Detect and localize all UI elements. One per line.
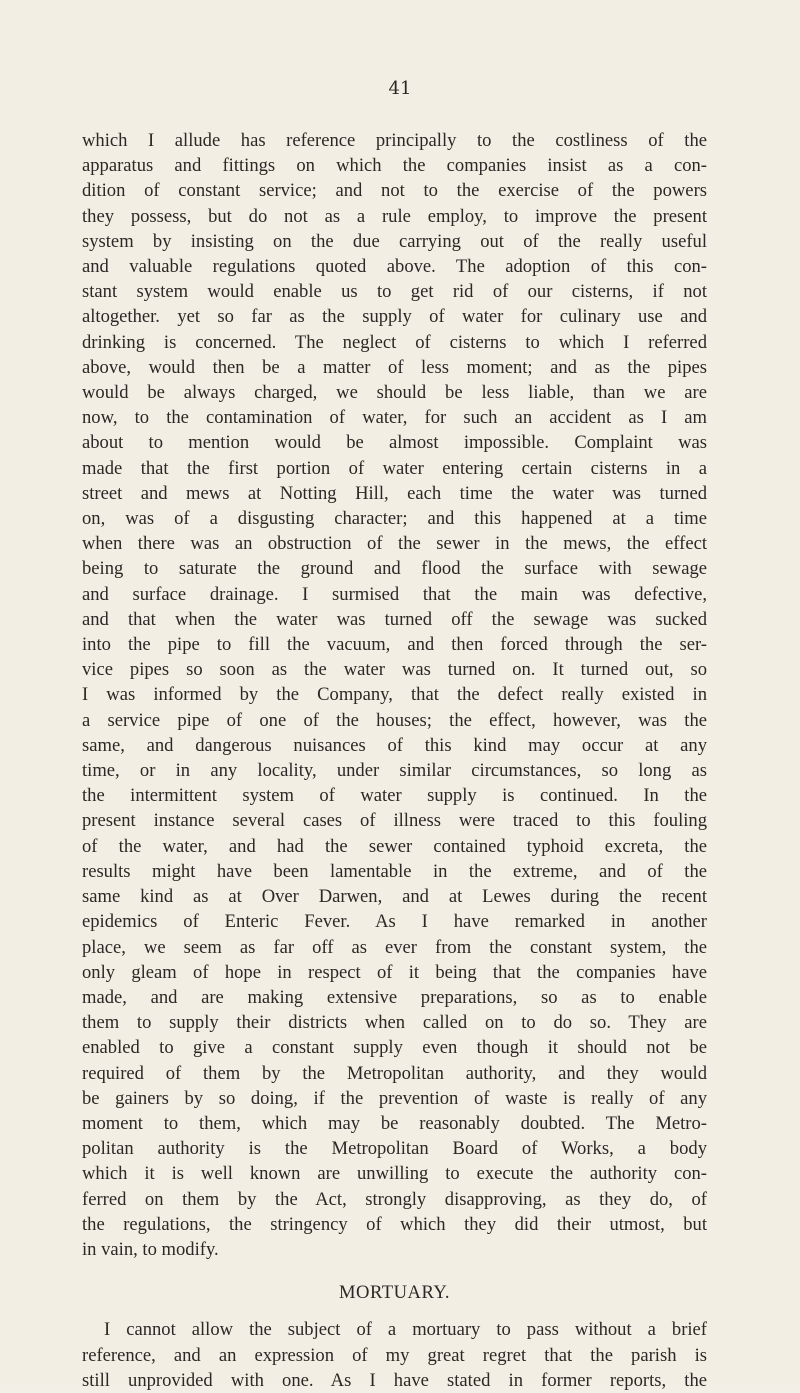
text-line: reference, and an expression of my great regret that the parish is xyxy=(82,1344,707,1366)
text-line: into the pipe to fill the vacuum, and then forced through the ser- xyxy=(82,634,707,656)
text-line: being to saturate the ground and flood the surface with sewage xyxy=(82,558,707,580)
text-line: only gleam of hope in respect of it being that the companies have xyxy=(82,961,707,983)
text-line: epidemics of Enteric Fever. As I have remarked in another xyxy=(82,911,707,933)
text-line: now, to the contamination of water, for such an accident as I am xyxy=(82,407,707,429)
text-line: results might have been lamentable in the extreme, and of the xyxy=(82,860,707,882)
text-line: and that when the water was turned off the sewage was sucked xyxy=(82,608,707,630)
text-line: I was informed by the Company, that the defect really existed in xyxy=(82,684,707,706)
page-number: 41 xyxy=(388,78,412,99)
text-line: system by insisting on the due carrying out of the really useful xyxy=(82,230,707,252)
text-line: I cannot allow the subject of a mortuary to pass without a brief xyxy=(104,1319,707,1341)
text-line: be gainers by so doing, if the prevention of waste is really of any xyxy=(82,1087,707,1109)
section-heading-mortuary: MORTUARY. xyxy=(338,1282,450,1304)
text-line: ferred on them by the Act, strongly disapproving, as they do, of xyxy=(82,1188,707,1210)
text-line: drinking is concerned. The neglect of cisterns to which I referred xyxy=(82,331,707,353)
text-line: stant system would enable us to get rid of our cisterns, if not xyxy=(82,281,707,303)
text-line: same kind as at Over Darwen, and at Lewes during the recent xyxy=(82,886,707,908)
text-line: would be always charged, we should be less liable, than we are xyxy=(82,382,707,404)
text-line: when there was an obstruction of the sewer in the mews, the effect xyxy=(82,533,707,555)
text-line: on, was of a disgusting character; and this happened at a time xyxy=(82,508,707,530)
text-line: about to mention would be almost impossible. Complaint was xyxy=(82,432,707,454)
text-line: apparatus and fittings on which the companies insist as a con- xyxy=(82,155,707,177)
text-line: in vain, to modify. xyxy=(82,1238,219,1260)
paragraph-mortuary xyxy=(82,1317,707,1393)
text-line: altogether. yet so far as the supply of water for culinary use and xyxy=(82,306,707,328)
text-line: and surface drainage. I surmised that the main was defective, xyxy=(82,583,707,605)
text-line: and valuable regulations quoted above. The adoption of this con- xyxy=(82,256,707,278)
text-line: the regulations, the stringency of which they did their utmost, but xyxy=(82,1213,707,1235)
text-line: a service pipe of one of the houses; the effect, however, was the xyxy=(82,709,707,731)
text-line: street and mews at Notting Hill, each time the water was turned xyxy=(82,482,707,504)
text-line: dition of constant service; and not to the exercise of the powers xyxy=(82,180,707,202)
text-line: present instance several cases of illness were traced to this fouling xyxy=(82,810,707,832)
text-line: required of them by the Metropolitan authority, and they would xyxy=(82,1062,707,1084)
text-line: time, or in any locality, under similar circumstances, so long as xyxy=(82,760,707,782)
text-line: moment to them, which may be reasonably doubted. The Metro- xyxy=(82,1112,707,1134)
text-line: the intermittent system of water supply is continued. In the xyxy=(82,785,707,807)
text-line: which it is well known are unwilling to execute the authority con- xyxy=(82,1163,707,1185)
text-line: place, we seem as far off as ever from the constant system, the xyxy=(82,936,707,958)
text-line: above, would then be a matter of less moment; and as the pipes xyxy=(82,356,707,378)
text-line: politan authority is the Metropolitan Board of Works, a body xyxy=(82,1138,707,1160)
text-line: made, and are making extensive preparations, so as to enable xyxy=(82,986,707,1008)
body-text xyxy=(82,128,707,1393)
text-line: they possess, but do not as a rule employ, to improve the present xyxy=(82,205,707,227)
text-line: which I allude has reference principally to the costliness of the xyxy=(82,130,707,151)
paragraph-main xyxy=(82,128,707,1262)
text-line: vice pipes so soon as the water was turned on. It turned out, so xyxy=(82,659,707,681)
text-line: made that the first portion of water entering certain cisterns in a xyxy=(82,457,707,479)
text-line: same, and dangerous nuisances of this kind may occur at any xyxy=(82,734,707,756)
text-line: of the water, and had the sewer contained typhoid excreta, the xyxy=(82,835,707,857)
text-line: enabled to give a constant supply even though it should not be xyxy=(82,1037,707,1059)
text-line: still unprovided with one. As I have stated in former reports, the xyxy=(82,1369,707,1391)
text-line: them to supply their districts when called on to do so. They are xyxy=(82,1012,707,1034)
